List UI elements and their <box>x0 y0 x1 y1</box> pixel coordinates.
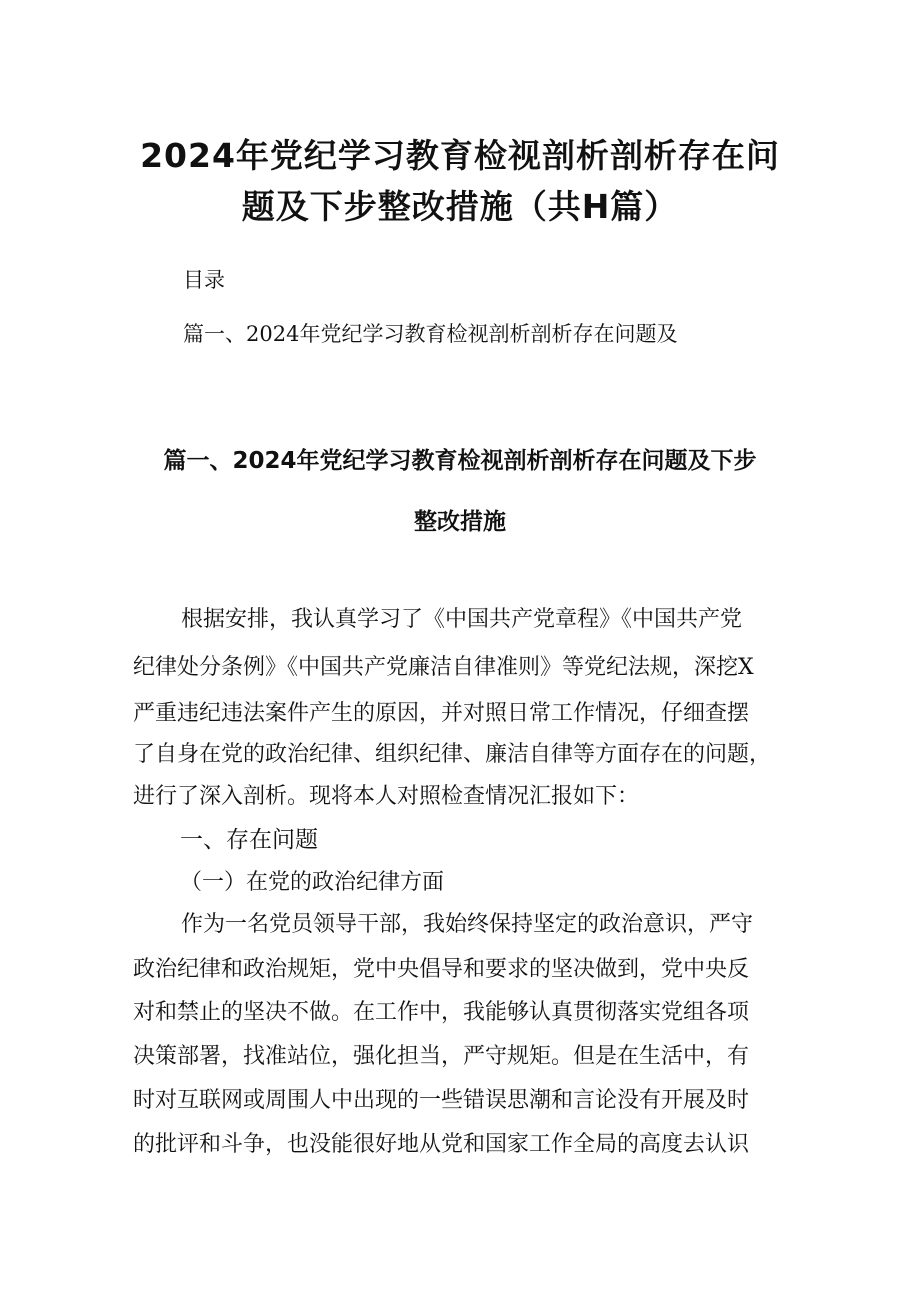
paragraph-1-line-4: 了自身在党的政治纪律、组织纪律、廉洁自律等方面存在的问题， <box>133 742 772 767</box>
paragraph-1-line-3: 严重违纪违法案件产生的原因，并对照日常工作情况，仔细查摆 <box>133 701 750 726</box>
toc-label: 目录 <box>183 268 225 292</box>
paragraph-2-line-6: 的批评和斗争，也没能很好地从党和国家工作全局的高度去认识 <box>133 1132 750 1157</box>
paragraph-1-line-5: 进行了深入剖析。现将本人对照检查情况汇报如下： <box>133 784 640 809</box>
paragraph-1-line-2: 纪律处分条例》《中国共产党廉洁自律准则》等党纪法规，深挖X <box>133 655 754 680</box>
document-title-line-2: 题及下步整改措施（共H篇） <box>241 187 679 226</box>
paragraph-2-line-4: 决策部署，找准站位，强化担当，严守规矩。但是在生活中，有 <box>133 1044 750 1069</box>
toc-item-1[interactable]: 篇一、2024年党纪学习教育检视剖析剖析存在问题及 <box>183 322 678 346</box>
section-heading-line-1: 篇一、2024年党纪学习教育检视剖析剖析存在问题及下步 <box>163 448 757 474</box>
subheading-political-discipline: （一）在党的政治纪律方面 <box>180 870 445 895</box>
section-heading-line-2: 整改措施 <box>414 509 506 535</box>
paragraph-1-line-1: 根据安排，我认真学习了《中国共产党章程》《中国共产党 <box>181 607 743 632</box>
heading-existing-problems: 一、存在问题 <box>180 827 318 853</box>
paragraph-2-line-2: 政治纪律和政治规矩，党中央倡导和要求的坚决做到，党中央反 <box>133 957 750 982</box>
paragraph-2-line-1: 作为一名党员领导干部，我始终保持坚定的政治意识，严守 <box>181 912 754 937</box>
paragraph-2-line-5: 时对互联网或周围人中出现的一些错误思潮和言论没有开展及时 <box>133 1088 750 1113</box>
paragraph-2-line-3: 对和禁止的坚决不做。在工作中，我能够认真贯彻落实党组各项 <box>133 1000 750 1025</box>
document-title-line-1: 2024年党纪学习教育检视剖析剖析存在问 <box>140 136 780 175</box>
